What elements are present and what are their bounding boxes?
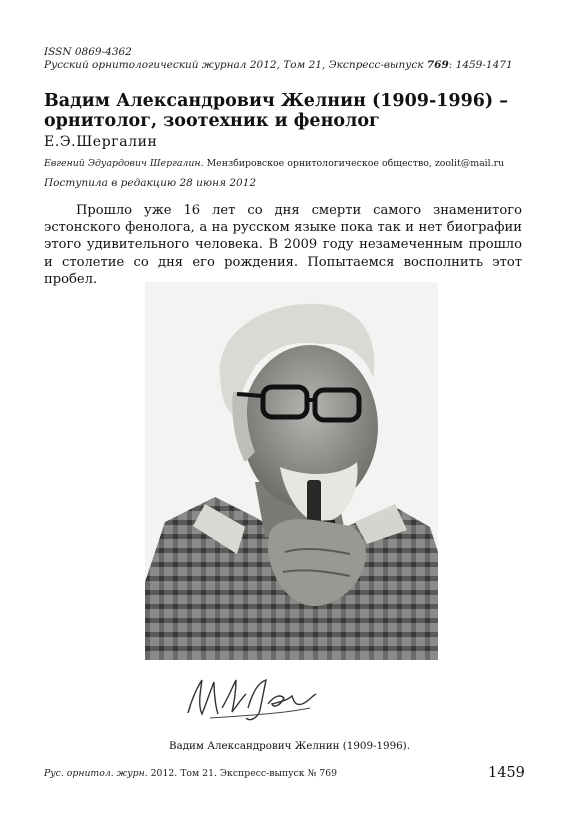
handwritten-signature [180,668,325,728]
page-number: 1459 [488,765,525,781]
article-title: Вадим Александрович Желнин (1909-1996) – орнитолог, зоотехник и фенолог [44,91,509,131]
affiliation-name: Евгений Эдуардович Шергалин [44,158,201,169]
footer-issue: 2012. Том 21. Экспресс-выпуск № 769 [147,768,338,779]
received-date: Поступила в редакцию 28 июня 2012 [44,177,257,189]
author-affiliation [44,158,504,169]
photo-caption: Вадим Александрович Желнин (1909-1996). [169,740,410,752]
affiliation-rest: . Мензбировское орнитологическое общество, zoolit@mail.ru [200,158,505,169]
signature-drawing [180,668,325,728]
issue-number: 769 [426,59,449,71]
footer-journal-abbr: Рус. орнитол. журн. [44,768,148,779]
issn-line: ISSN 0869-4362 [44,46,132,58]
body-paragraph: Прошло уже 16 лет со дня смерти самого знаменитого эстонского фенолога, а на русском языке пока так и нет биографии этого удивительного человека. В 2009 году незамеченным прошло и столетие со дня его рождения. Попытаемся восполнить этот пробел. [44,203,522,287]
journal-line [44,59,513,71]
footer-citation [44,768,337,779]
portrait-photo [145,282,438,660]
journal-prefix: Русский орнитологический журнал 2012, Том 21, Экспресс-выпуск [44,59,427,71]
article-author: Е.Э.Шергалин [44,134,158,150]
journal-pages: : 1459-1471 [448,59,513,71]
portrait-illustration [145,282,438,660]
